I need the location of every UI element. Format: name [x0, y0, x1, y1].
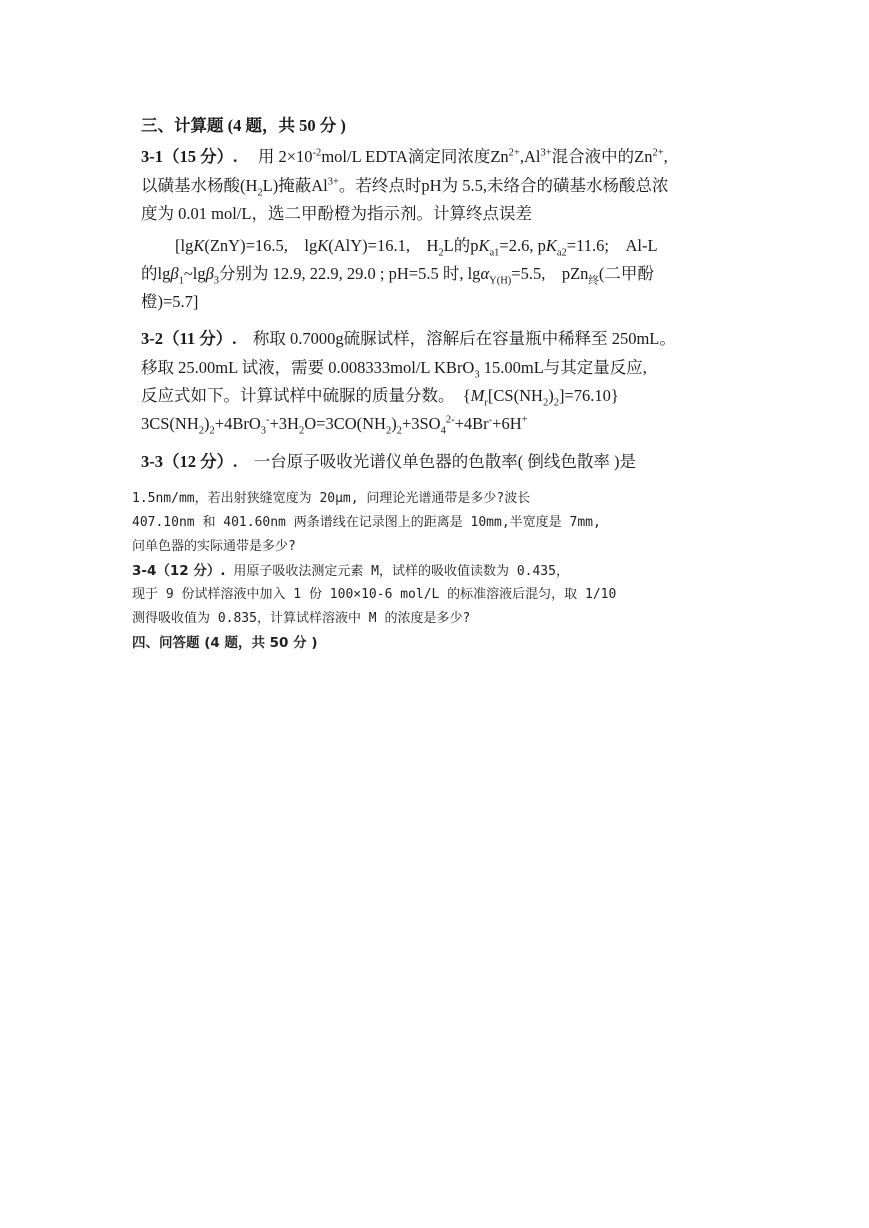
q3-4-label: 3-4（12 分）.: [132, 563, 226, 579]
q3-2-line-3: 反应式如下。计算试样中硫脲的质量分数。 $\{M_r[CS(NH_2)_2]=76.10\}$: [141, 386, 619, 409]
q3-1-line-3: 度为 0.01 mol/L，选二甲酚橙为指示剂。计算终点误差: [141, 204, 532, 223]
q3-4-line-3: 测得吸收值为 0.835，计算试样溶液中 M 的浓度是多少?: [132, 611, 471, 626]
q3-3-line-4: 问单色器的实际通带是多少?: [132, 539, 296, 554]
q3-1-line-2: 以磺基水杨酸$(H_2L)$掩蔽$Al^{3+}$。若终点时pH为 5.5,未络合的磺基水杨酸总浓: [141, 176, 669, 199]
q3-3-line-3: 407.10nm 和 401.60nm 两条谱线在记录图上的距离是 10mm,半宽度是 7mm,: [132, 515, 601, 530]
q3-2-label: 3-2（11 分）.: [141, 329, 237, 348]
q3-2-equation: $3CS(NH_2)_2+4BrO_3^-+3H_2O=3CO(NH_2)_2+3SO_4^{2-}+4Br^-+6H^+$: [141, 414, 528, 437]
q3-1-label: 3-1（15 分）.: [141, 147, 238, 166]
q3-2-line-2: 移取 25.00mL 试液，需要 0.008333mol/L KBrO$_3$ 15.00mL与其定量反应,: [141, 358, 647, 381]
q3-1-line-1: 3-1（15 分）. 用 $2\times 10^{-2}mol/L$ EDTA滴定同浓度$Zn^{2+},Al^{3+}$混合液中的$Zn^{2+}$,: [141, 147, 668, 166]
q3-1-line-5: 的lgβ$_1$~lgβ$_3$分别为 12.9, 22.9, 29.0 ; pH=5.5 时, lgα$_{Y(H)}$=5.5, pZn$_终$(二甲酚: [141, 264, 654, 287]
section-4-heading: 四、问答题 (4 题，共 50 分 ): [132, 635, 318, 651]
section-3-heading: 三、计算题 (4 题，共 50 分 ): [141, 116, 346, 135]
q3-4-line-2: 现于 9 份试样溶液中加入 1 份 100×10-6 mol/L 的标准溶液后混匀，取 1/10: [132, 587, 617, 602]
q3-1-line-6: 橙)=5.7]: [141, 292, 199, 311]
q3-1-line-4: [lgK(ZnY)=16.5, lgK(AlY)=16.1, $H_2L$的$pK_{a1}=2.6$, $pK_{a2}=11.6$; Al-L: [175, 236, 658, 259]
q3-3-label: 3-3（12 分）.: [141, 452, 238, 471]
q3-3-line-2: 1.5nm/mm，若出射狭缝宽度为 20μm, 问理论光谱通带是多少?波长: [132, 491, 531, 506]
q3-4-line-1: 3-4（12 分）. 用原子吸收法测定元素 M，试样的吸收值读数为 0.435，: [132, 563, 569, 579]
q3-2-line-1: 3-2（11 分）. 称取 0.7000g硫脲试样，溶解后在容量瓶中稀释至 250mL。: [141, 329, 676, 348]
q3-3-line-1: 3-3（12 分）. 一台原子吸收光谱仪单色器的色散率( 倒线色散率 )是: [141, 452, 636, 471]
